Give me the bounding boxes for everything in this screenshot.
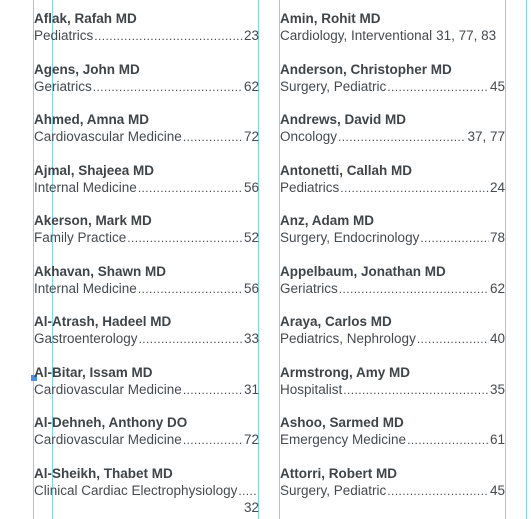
specialty: Surgery, Pediatric <box>280 78 387 94</box>
leader-dots <box>407 431 489 445</box>
column-guide-line <box>505 0 506 519</box>
directory-column-1 <box>34 11 259 516</box>
specialty: Gastroenterology <box>34 331 138 346</box>
specialty: Oncology <box>280 129 338 144</box>
page-numbers: 40 <box>489 331 505 346</box>
doctor-name[interactable]: Amin, Rohit MD <box>280 11 381 26</box>
directory-entry <box>34 415 259 466</box>
directory-entry <box>34 314 259 365</box>
page-numbers: 61 <box>489 432 505 447</box>
doctor-name[interactable]: Ahmed, Amna MD <box>34 112 150 127</box>
doctor-name[interactable]: Ashoo, Sarmed MD <box>280 415 404 430</box>
specialty: Pediatrics, Nephrology <box>280 331 416 346</box>
specialty: Internal Medicine <box>34 280 137 296</box>
leader-dots <box>139 330 243 344</box>
page-numbers: 31 <box>243 381 259 397</box>
directory-entry <box>280 314 505 365</box>
doctor-name[interactable]: Antonetti, Callah MD <box>280 162 412 178</box>
specialty: Emergency Medicine <box>280 432 407 447</box>
doctor-name[interactable]: Andrews, David MD <box>280 112 407 127</box>
doctor-name[interactable]: Anderson, Christopher MD <box>280 61 452 77</box>
page-numbers: 35 <box>489 381 505 397</box>
leader-dots <box>387 482 489 496</box>
leader-dots <box>420 229 489 243</box>
doctor-name[interactable]: Akhavan, Shawn MD <box>34 263 167 279</box>
page-numbers: 45 <box>489 482 505 498</box>
page-numbers: 23 <box>243 28 259 43</box>
directory-entry <box>280 466 505 517</box>
doctor-name[interactable]: Ajmal, Shajeea MD <box>34 162 155 178</box>
directory-entry <box>280 163 505 214</box>
leader-dots <box>138 280 243 294</box>
leader-dots <box>417 330 489 344</box>
doctor-name[interactable]: Anz, Adam MD <box>280 213 374 228</box>
page-numbers: 62 <box>243 78 259 94</box>
specialty: Hospitalist <box>280 381 343 397</box>
page-numbers: 62 <box>489 280 505 296</box>
doctor-name[interactable]: Araya, Carlos MD <box>280 314 392 329</box>
leader-dots <box>343 381 489 395</box>
leader-dots <box>127 229 243 243</box>
leader-dots <box>339 280 489 294</box>
specialty: Pediatrics <box>280 179 340 195</box>
directory-entry <box>280 415 505 466</box>
page-numbers: 31, 77, 83 <box>436 28 497 43</box>
doctor-name[interactable]: Al-Bitar, Issam MD <box>34 364 153 380</box>
specialty: Cardiovascular Medicine <box>34 381 182 397</box>
specialty: Cardiovascular Medicine <box>34 432 182 447</box>
specialty: Internal Medicine <box>34 179 137 195</box>
page-numbers: 78 <box>489 230 505 245</box>
leader-dots <box>387 78 489 92</box>
leader-dots <box>183 431 243 445</box>
directory-entry <box>34 62 259 113</box>
leader-dots <box>183 381 243 395</box>
leader-dots <box>138 179 243 193</box>
directory-entry <box>34 163 259 214</box>
directory-entry <box>280 365 505 416</box>
doctor-name[interactable]: Aflak, Rafah MD <box>34 11 137 26</box>
specialty: Surgery, Pediatric <box>280 482 387 498</box>
directory-entry <box>280 11 505 62</box>
page-numbers: 72 <box>243 432 259 447</box>
doctor-name[interactable]: Attorri, Robert MD <box>280 465 397 481</box>
directory-entry <box>280 112 505 163</box>
page-numbers: 52 <box>243 230 259 245</box>
directory-entry <box>34 112 259 163</box>
leader-dots <box>93 78 243 92</box>
directory-entry <box>34 213 259 264</box>
page-numbers: 56 <box>243 179 259 195</box>
column-guide-line <box>526 0 527 519</box>
specialty: Geriatrics <box>34 78 92 94</box>
directory-entry <box>280 213 505 264</box>
directory-entry <box>34 11 259 62</box>
doctor-name[interactable]: Al-Sheikh, Thabet MD <box>34 465 173 481</box>
page-numbers: 45 <box>489 78 505 94</box>
doctor-name[interactable]: Al-Dehneh, Anthony DO <box>34 415 188 430</box>
page-numbers: 33 <box>243 331 259 346</box>
leader-dots <box>340 179 489 193</box>
leader-dots <box>238 482 258 496</box>
specialty: Pediatrics <box>34 28 94 43</box>
leader-dots <box>338 128 466 142</box>
doctor-name[interactable]: Armstrong, Amy MD <box>280 364 411 380</box>
leader-dots <box>94 27 243 41</box>
page-numbers: 56 <box>243 280 259 296</box>
doctor-name[interactable]: Akerson, Mark MD <box>34 213 152 228</box>
specialty: Cardiology, Interventional <box>280 28 433 43</box>
leader-dots <box>183 128 243 142</box>
specialty: Cardiovascular Medicine <box>34 129 182 144</box>
specialty: Geriatrics <box>280 280 338 296</box>
directory-entry <box>280 62 505 113</box>
directory-entry <box>34 365 259 416</box>
directory-entry <box>280 264 505 315</box>
directory-column-2 <box>280 11 505 516</box>
specialty: Clinical Cardiac Electrophysiology <box>34 482 238 498</box>
directory-entry <box>34 466 259 517</box>
directory-entry <box>34 264 259 315</box>
page-numbers: 72 <box>243 129 259 144</box>
doctor-name[interactable]: Agens, John MD <box>34 61 140 77</box>
page-numbers: 37, 77 <box>467 129 505 144</box>
specialty: Family Practice <box>34 230 127 245</box>
page-numbers: 32 <box>243 499 259 515</box>
specialty: Surgery, Endocrinology <box>280 230 420 245</box>
page-numbers: 24 <box>489 179 505 195</box>
doctor-name[interactable]: Appelbaum, Jonathan MD <box>280 263 446 279</box>
doctor-name[interactable]: Al-Atrash, Hadeel MD <box>34 314 172 329</box>
